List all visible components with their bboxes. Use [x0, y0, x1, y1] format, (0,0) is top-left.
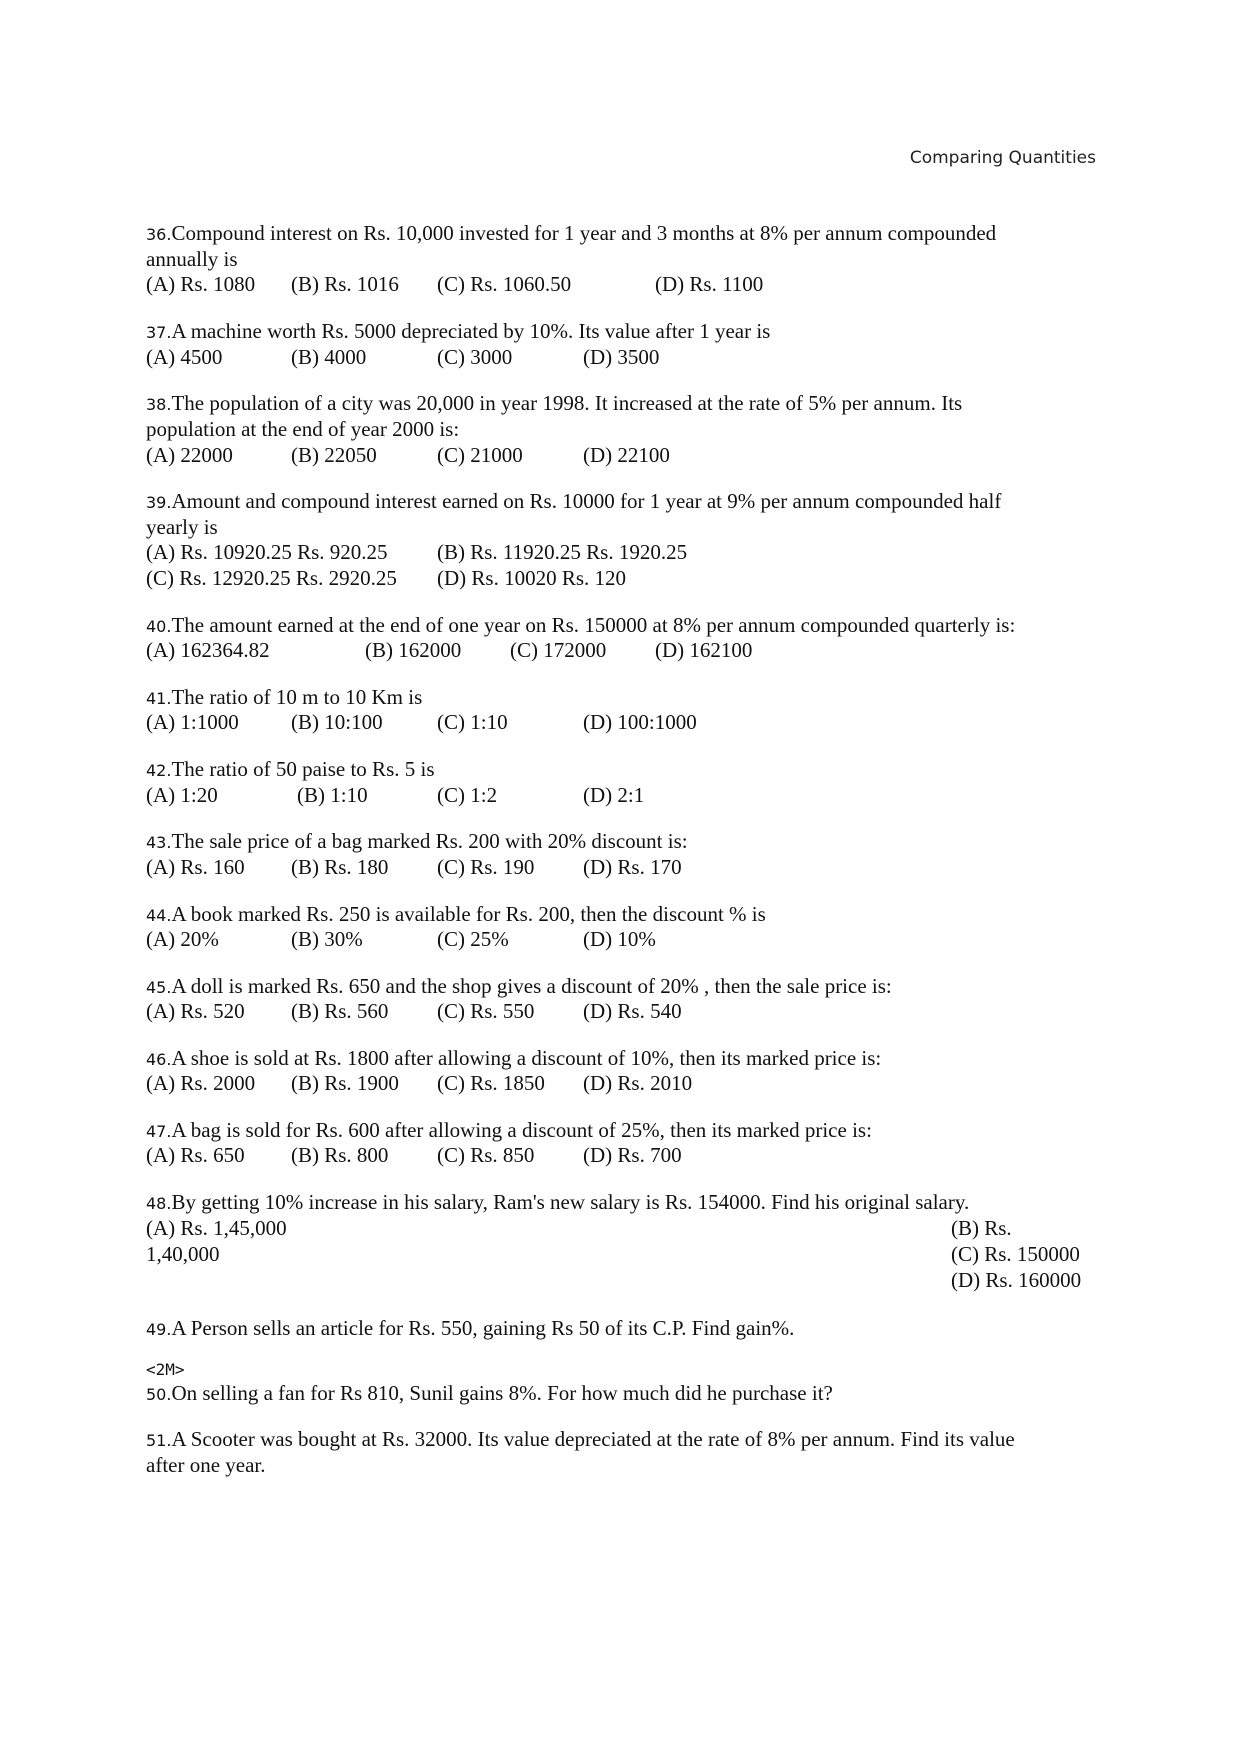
option-b: (B) Rs. 180	[291, 855, 389, 879]
option-a: (A) 22000	[146, 443, 233, 467]
option-a: (A) 1:20	[146, 783, 218, 807]
question-text: By getting 10% increase in his salary, Ram's new salary is Rs. 154000. Find his original salary.	[171, 1190, 970, 1214]
option-c: (C) 21000	[437, 443, 523, 467]
question-text: A Person sells an article for Rs. 550, gaining Rs 50 of its C.P. Find gain%.	[171, 1316, 795, 1340]
question-number: 41.	[146, 689, 172, 708]
question-text: The sale price of a bag marked Rs. 200 with 20% discount is:	[171, 829, 688, 853]
option-d: (D) 3500	[583, 345, 660, 369]
option-a: (A) Rs. 1080	[146, 272, 256, 296]
question-text: The population of a city was 20,000 in year 1998. It increased at the rate of 5% per annum. Its	[171, 391, 963, 415]
question-text: On selling a fan for Rs 810, Sunil gains 8%. For how much did he purchase it?	[171, 1381, 833, 1405]
question-number: 48.	[146, 1194, 172, 1213]
question-text: The ratio of 50 paise to Rs. 5 is	[171, 757, 435, 781]
question-40	[146, 612, 1015, 640]
question-number: 42.	[146, 761, 172, 780]
question-text: A bag is sold for Rs. 600 after allowing a discount of 25%, then its marked price is:	[171, 1118, 872, 1142]
option-a: (A) 162364.82	[146, 638, 270, 662]
question-number: 37.	[146, 323, 172, 342]
question-number: 50.	[146, 1385, 172, 1404]
option-c: (C) Rs. 12920.25 Rs. 2920.25	[146, 566, 397, 590]
option-d: (D) Rs. 10020 Rs. 120	[437, 566, 627, 590]
option-a: (A) Rs. 650	[146, 1143, 245, 1167]
question-42	[146, 756, 435, 784]
question-text: A doll is marked Rs. 650 and the shop gives a discount of 20% , then the sale price is:	[171, 974, 892, 998]
question-text: Compound interest on Rs. 10,000 invested for 1 year and 3 months at 8% per annum compounded	[171, 221, 997, 245]
question-number: 49.	[146, 1320, 172, 1339]
question-48	[146, 1189, 969, 1217]
question-text: A Scooter was bought at Rs. 32000. Its value depreciated at the rate of 8% per annum. Find its value	[171, 1427, 1015, 1451]
option-c: (C) Rs. 190	[437, 855, 535, 879]
question-number: 47.	[146, 1122, 172, 1141]
question-37	[146, 318, 770, 346]
option-a: (A) Rs. 160	[146, 855, 245, 879]
option-c: (C) 1:10	[437, 710, 508, 734]
option-d: (D) Rs. 1100	[655, 272, 764, 296]
question-number: 39.	[146, 493, 172, 512]
question-number: 51.	[146, 1431, 172, 1450]
question-text-cont: after one year.	[146, 1453, 266, 1477]
option-d: (D) 162100	[655, 638, 753, 662]
option-b-value: 1,40,000	[146, 1242, 220, 1266]
option-c: (C) Rs. 150000	[951, 1242, 1080, 1266]
question-51	[146, 1426, 1015, 1454]
question-number: 36.	[146, 225, 172, 244]
option-b: (B) 4000	[291, 345, 367, 369]
option-c: (C) Rs. 850	[437, 1143, 535, 1167]
option-d: (D) Rs. 170	[583, 855, 682, 879]
option-d: (D) 22100	[583, 443, 670, 467]
option-d: (D) 2:1	[583, 783, 645, 807]
option-d: (D) Rs. 2010	[583, 1071, 693, 1095]
question-43	[146, 828, 688, 856]
option-b: (B) Rs. 1900	[291, 1071, 399, 1095]
question-text: Amount and compound interest earned on Rs. 10000 for 1 year at 9% per annum compounded half	[171, 489, 1002, 513]
option-b: (B) Rs. 1016	[291, 272, 399, 296]
option-d: (D) Rs. 540	[583, 999, 682, 1023]
option-c: (C) Rs. 1850	[437, 1071, 545, 1095]
option-b: (B) 22050	[291, 443, 377, 467]
option-d: (D) Rs. 160000	[951, 1268, 1082, 1292]
question-45	[146, 973, 892, 1001]
option-a: (A) Rs. 10920.25 Rs. 920.25	[146, 540, 388, 564]
question-36	[146, 220, 996, 248]
option-b: (B) Rs.	[951, 1216, 1012, 1240]
option-b: (B) Rs. 560	[291, 999, 389, 1023]
option-b: (B) 10:100	[291, 710, 383, 734]
page-header-title: Comparing Quantities	[909, 148, 1096, 168]
option-a: (A) Rs. 520	[146, 999, 245, 1023]
question-text-cont: yearly is	[146, 515, 218, 539]
question-number: 44.	[146, 906, 172, 925]
option-c: (C) 1:2	[437, 783, 498, 807]
option-b: (B) Rs. 11920.25 Rs. 1920.25	[437, 540, 688, 564]
question-50	[146, 1380, 833, 1408]
option-c: (C) 3000	[437, 345, 513, 369]
option-d: (D) 100:1000	[583, 710, 697, 734]
question-number: 43.	[146, 833, 172, 852]
question-text: A shoe is sold at Rs. 1800 after allowing a discount of 10%, then its marked price is:	[171, 1046, 882, 1070]
question-number: 45.	[146, 978, 172, 997]
question-49	[146, 1315, 794, 1343]
question-41	[146, 684, 422, 712]
option-a: (A) 4500	[146, 345, 223, 369]
question-number: 46.	[146, 1050, 172, 1069]
question-38	[146, 390, 962, 418]
option-c: (C) 172000	[510, 638, 607, 662]
marks-tag: <2M>	[146, 1360, 185, 1379]
option-a: (A) 1:1000	[146, 710, 239, 734]
option-b: (B) 30%	[291, 927, 363, 951]
question-47	[146, 1117, 872, 1145]
question-text-cont: population at the end of year 2000 is:	[146, 417, 460, 441]
question-44	[146, 901, 766, 929]
option-b: (B) Rs. 800	[291, 1143, 389, 1167]
option-c: (C) Rs. 550	[437, 999, 535, 1023]
question-text: A book marked Rs. 250 is available for Rs. 200, then the discount % is	[171, 902, 766, 926]
question-number: 38.	[146, 395, 172, 414]
option-a: (A) Rs. 1,45,000	[146, 1216, 287, 1240]
option-d: (D) 10%	[583, 927, 656, 951]
option-a: (A) Rs. 2000	[146, 1071, 256, 1095]
option-c: (C) 25%	[437, 927, 509, 951]
question-39	[146, 488, 1001, 516]
option-b: (B) 162000	[365, 638, 462, 662]
question-text: The ratio of 10 m to 10 Km is	[171, 685, 423, 709]
question-text-cont: annually is	[146, 247, 238, 271]
option-d: (D) Rs. 700	[583, 1143, 682, 1167]
question-text: A machine worth Rs. 5000 depreciated by 10%. Its value after 1 year is	[171, 319, 771, 343]
option-a: (A) 20%	[146, 927, 219, 951]
question-text: The amount earned at the end of one year on Rs. 150000 at 8% per annum compounded quarterly is:	[171, 613, 1016, 637]
option-c: (C) Rs. 1060.50	[437, 272, 572, 296]
question-number: 40.	[146, 617, 172, 636]
option-b: (B) 1:10	[297, 783, 368, 807]
question-46	[146, 1045, 881, 1073]
